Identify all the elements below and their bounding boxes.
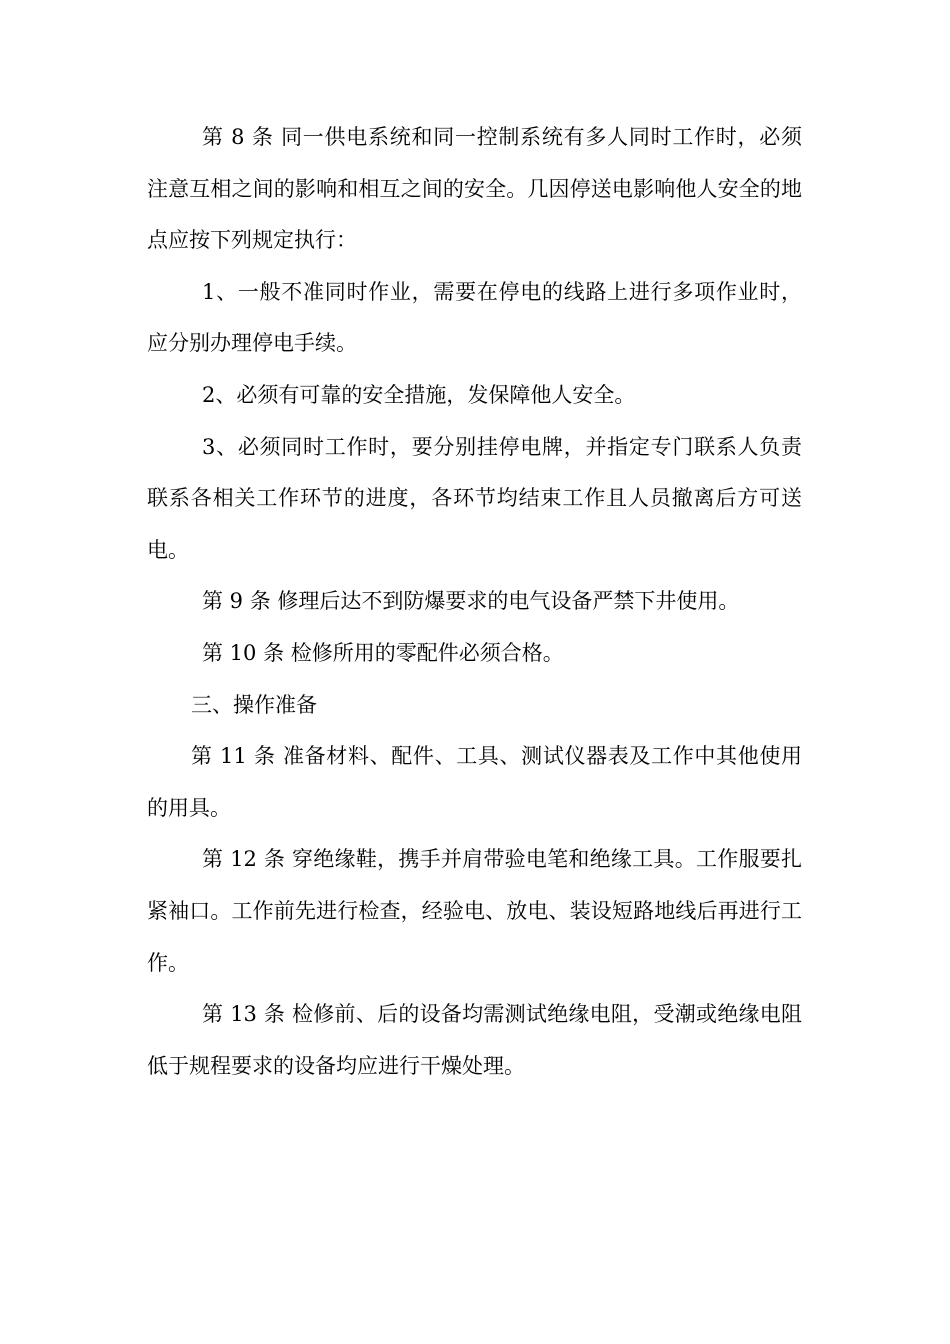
document-body (147, 112, 802, 1092)
paragraph-item-2: 2、必须有可靠的安全措施，发保障他人安全。 (202, 382, 636, 407)
paragraph-article-9: 第 9 条 修理后达不到防爆要求的电气设备严禁下井使用。 (202, 589, 740, 614)
section-heading-operation-prep: 三、操作准备 (191, 692, 317, 717)
paragraph-item-3: 3、必须同时工作时，要分别挂停电牌，并指定专门联系人负责联系各相关工作环节的进度，各环节均结束工作且人员撤离后方可送电。 (147, 434, 802, 562)
paragraph-article-13: 第 13 条 检修前、后的设备均需测试绝缘电阻，受潮或绝缘电阻低于规程要求的设备均应进行干燥处理。 (147, 1002, 802, 1078)
paragraph-item-1: 1、一般不准同时作业，需要在停电的线路上进行多项作业时，应分别办理停电手续。 (147, 279, 802, 356)
paragraph-article-8: 第 8 条 同一供电系统和同一控制系统有多人同时工作时，必须注意互相之间的影响和相互之间的安全。几因停送电影响他人安全的地点应按下列规定执行： (147, 125, 802, 253)
paragraph-article-10: 第 10 条 检修所用的零配件必须合格。 (202, 640, 564, 665)
paragraph-article-12: 第 12 条 穿绝缘鞋，携手并肩带验电笔和绝缘工具。工作服要扎紧袖口。工作前先进行检查，经验电、放电、装设短路地线后再进行工作。 (147, 847, 802, 975)
paragraph-article-11: 第 11 条 准备材料、配件、工具、测试仪器表及工作中其他使用的用具。 (147, 744, 802, 820)
